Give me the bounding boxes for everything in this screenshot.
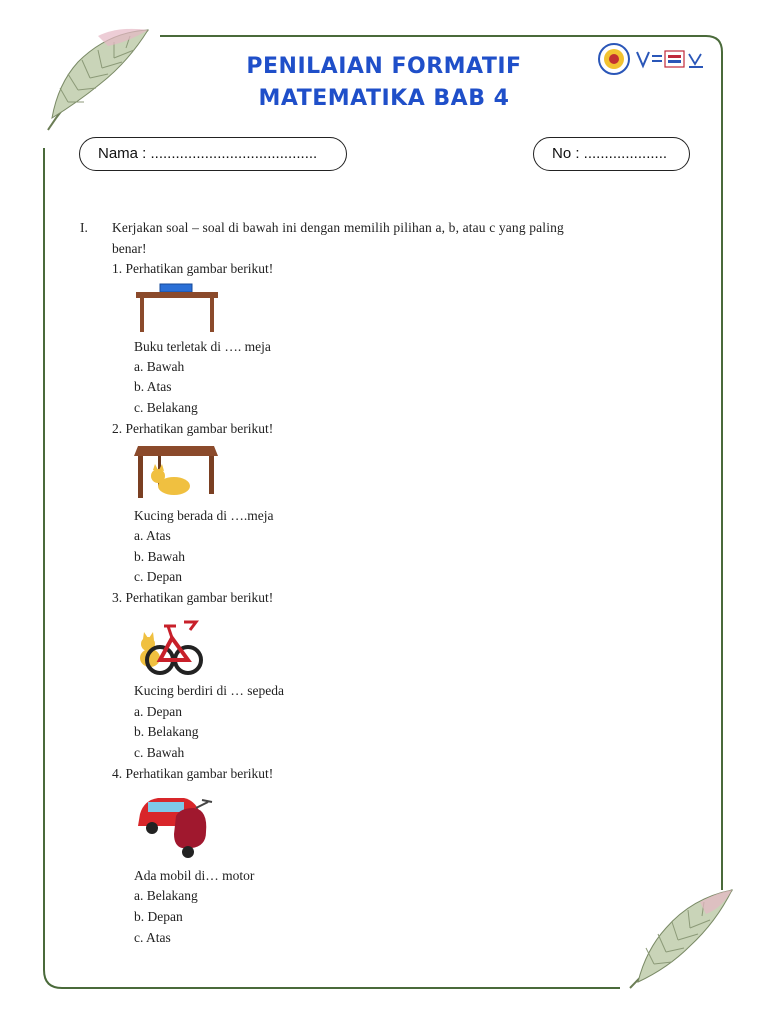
question-2-option-c[interactable]: c. Depan <box>134 569 182 584</box>
question-4-option-b[interactable]: b. Depan <box>134 909 183 924</box>
school-logos <box>597 42 707 76</box>
number-field[interactable]: No : .................... <box>533 137 690 171</box>
question-1-option-b[interactable]: b. Atas <box>134 379 172 394</box>
question-3-option-c[interactable]: c. Bawah <box>134 745 185 760</box>
name-field[interactable]: Nama : ........................................ <box>79 137 347 171</box>
car-behind-scooter-image <box>136 790 216 862</box>
question-4-text: Ada mobil di… motor <box>134 868 255 883</box>
merdeka-belajar-logo-icon <box>665 51 684 67</box>
partner-logo-icon <box>689 54 703 68</box>
leaf-decoration-bottom-icon <box>622 884 742 994</box>
question-4-prompt: 4. Perhatikan gambar berikut! <box>112 766 274 781</box>
question-1-option-c[interactable]: c. Belakang <box>134 400 198 415</box>
question-3-prompt: 3. Perhatikan gambar berikut! <box>112 590 274 605</box>
page-title-line1: PENILAIAN FORMATIF <box>246 54 522 79</box>
instruction-line1: Kerjakan soal – soal di bawah ini dengan memilih pilihan a, b, atau c yang paling <box>112 220 564 235</box>
leaf-decoration-top-icon <box>38 22 158 134</box>
cat-behind-bicycle-image <box>136 612 206 678</box>
question-1-option-a[interactable]: a. Bawah <box>134 359 185 374</box>
question-2-option-b[interactable]: b. Bawah <box>134 549 185 564</box>
question-1-prompt: 1. Perhatikan gambar berikut! <box>112 261 274 276</box>
question-2-option-a[interactable]: a. Atas <box>134 528 171 543</box>
question-3-text: Kucing berdiri di … sepeda <box>134 683 284 698</box>
question-2-prompt: 2. Perhatikan gambar berikut! <box>112 421 274 436</box>
school-seal-icon <box>599 44 629 74</box>
section-number: I. <box>80 220 88 235</box>
instruction-line2: benar! <box>112 241 147 256</box>
cat-under-table-image <box>134 442 220 500</box>
question-3-option-b[interactable]: b. Belakang <box>134 724 199 739</box>
book-on-table-image <box>134 282 220 334</box>
question-4-option-c[interactable]: c. Atas <box>134 930 171 945</box>
page-title-line2: MATEMATIKA BAB 4 <box>258 86 510 111</box>
question-3-option-a[interactable]: a. Depan <box>134 704 182 719</box>
ministry-logo-icon <box>637 52 662 66</box>
question-1-text: Buku terletak di …. meja <box>134 339 271 354</box>
question-4-option-a[interactable]: a. Belakang <box>134 888 198 903</box>
question-2-text: Kucing berada di ….meja <box>134 508 274 523</box>
